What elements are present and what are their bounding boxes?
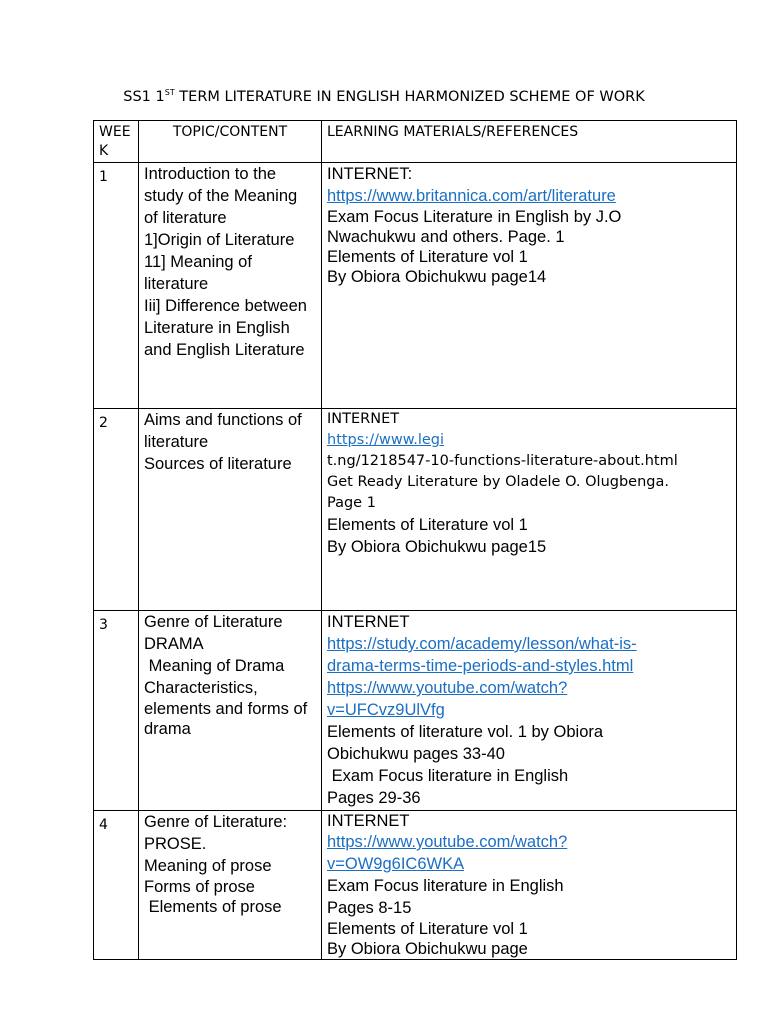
title-prefix: SS1 1 xyxy=(123,89,165,105)
legit-link[interactable]: https://www.legi xyxy=(327,432,445,448)
week-number: 3 xyxy=(94,611,139,811)
youtube-drama-link[interactable]: https://www.youtube.com/watch? xyxy=(327,679,568,697)
study-com-link[interactable]: https://study.com/academy/lesson/what-is- xyxy=(327,635,637,653)
title-superscript: ST xyxy=(164,88,175,97)
topic-cell: Aims and functions of literature Sources of literature xyxy=(139,409,322,611)
materials-cell: INTERNET https://www.youtube.com/watch? v=OW9g6IC6WKA Exam Focus literature in English Pages 8-15 Elements of Literature vol 1 By Obiora Obichukwu page xyxy=(322,811,737,960)
table-row xyxy=(94,163,737,409)
materials-cell: INTERNET https://study.com/academy/lesson/what-is- drama-terms-time-periods-and-styles.html https://www.youtube.com/watch? v=UFCvz9UlVfg Elements of literature vol. 1 by Obiora Obichukwu pages 33-40 Exam Focus literature in English Pages 29-36 xyxy=(322,611,737,811)
materials-cell: INTERNET: https://www.britannica.com/art/literature Exam Focus Literature in English by J.O Nwachukwu and others. Page. 1 Elements of Literature vol 1 By Obiora Obichukwu page14 xyxy=(322,163,737,409)
table-row xyxy=(94,409,737,611)
header-topic: TOPIC/CONTENT xyxy=(139,121,322,163)
table-header-row xyxy=(94,121,737,163)
header-materials: LEARNING MATERIALS/REFERENCES xyxy=(322,121,737,163)
topic-cell: Introduction to the study of the Meaning of literature 1]Origin of Literature 11] Meaning of literature Iii] Difference between Literature in English and English Literature xyxy=(139,163,322,409)
study-com-link-continued[interactable]: drama-terms-time-periods-and-styles.html xyxy=(327,657,634,675)
week-number: 1 xyxy=(94,163,139,409)
table-row xyxy=(94,611,737,811)
table-row xyxy=(94,811,737,960)
header-week: WEE K xyxy=(94,121,139,163)
youtube-prose-link[interactable]: https://www.youtube.com/watch? xyxy=(327,833,568,851)
materials-cell: INTERNET https://www.legi t.ng/1218547-10-functions-literature-about.html Get Ready Literature by Oladele O. Olugbenga. Page 1 Elements of Literature vol 1 By Obiora Obichukwu page15 xyxy=(322,409,737,611)
week-number: 4 xyxy=(94,811,139,960)
topic-cell: Genre of Literature DRAMA Meaning of Drama Characteristics, elements and forms of drama xyxy=(139,611,322,811)
youtube-drama-link-continued[interactable]: v=UFCvz9UlVfg xyxy=(327,701,445,719)
youtube-prose-link-continued[interactable]: v=OW9g6IC6WKA xyxy=(327,855,465,873)
week-number: 2 xyxy=(94,409,139,611)
legit-link-continued: t.ng/1218547-10-functions-literature-about.html xyxy=(327,453,678,469)
document-title xyxy=(0,88,768,105)
title-rest: TERM LITERATURE IN ENGLISH HARMONIZED SCHEME OF WORK xyxy=(174,89,645,105)
scheme-of-work-table xyxy=(93,120,737,960)
britannica-link[interactable]: https://www.britannica.com/art/literature xyxy=(327,187,616,205)
topic-cell: Genre of Literature: PROSE. Meaning of prose Forms of prose Elements of prose xyxy=(139,811,322,960)
